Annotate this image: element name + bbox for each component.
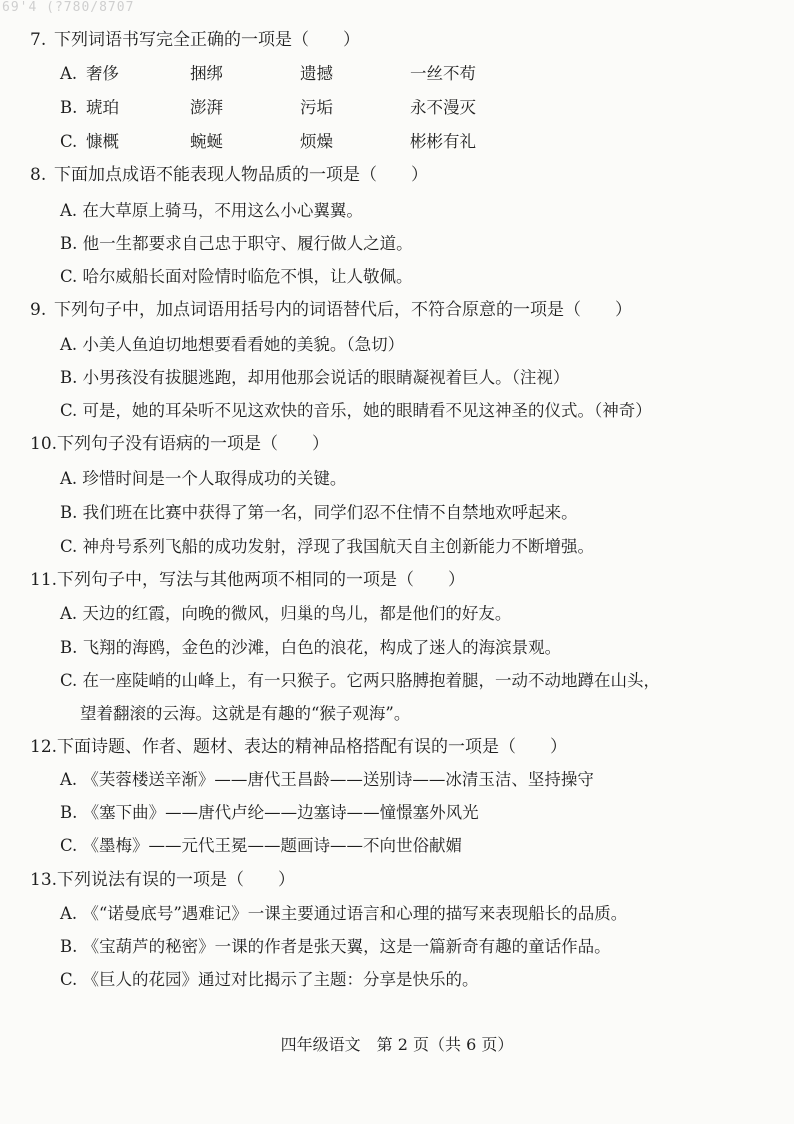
question-stem: 下面加点成语不能表现人物品质的一项是（ ） <box>54 165 428 185</box>
question-stem: 下列句子中，加点词语用括号内的词语替代后，不符合原意的一项是（ ） <box>54 300 632 320</box>
question-number: 13. <box>30 870 58 890</box>
option-text: 可是，她的耳朵听不见这欢快的音乐，她的眼睛看不见这神圣的仪式。（神奇） <box>82 401 652 420</box>
option-b <box>60 636 561 660</box>
option-b <box>60 935 611 959</box>
option-text: 《宝葫芦的秘密》一课的作者是张天翼，这是一篇新奇有趣的童话作品。 <box>82 937 611 956</box>
word: 烦燥 <box>300 132 333 151</box>
option-label: B. <box>60 937 78 956</box>
option-label: B. <box>60 368 78 387</box>
question-number: 7. <box>30 30 47 50</box>
option-b <box>60 501 578 525</box>
word: 永不漫灭 <box>410 98 476 117</box>
question-12 <box>30 735 774 759</box>
option-text: 小美人鱼迫切地想要看看她的美貌。（急切） <box>82 335 405 354</box>
option-a <box>60 902 627 926</box>
option-label: B. <box>60 98 78 117</box>
option-label: C. <box>60 836 78 855</box>
watermark: 69'4 (?780/8707 <box>2 0 135 15</box>
option-label: A. <box>60 904 78 923</box>
question-13 <box>30 868 774 892</box>
question-10 <box>30 432 774 456</box>
option-text: 神舟号系列飞船的成功发射，浮现了我国航天自主创新能力不断增强。 <box>82 537 595 556</box>
word: 一丝不苟 <box>410 64 476 83</box>
word: 奢侈 <box>86 64 119 83</box>
option-text: 小男孩没有拔腿逃跑，却用他那会说话的眼睛凝视着巨人。（注视） <box>82 368 570 387</box>
question-7 <box>30 28 774 52</box>
option-text: 他一生都要求自己忠于职守、履行做人之道。 <box>82 234 413 253</box>
option-a <box>60 199 363 223</box>
option-c <box>60 834 462 858</box>
question-stem: 下列说法有误的一项是（ ） <box>57 870 296 890</box>
option-text: 《“诺曼底号”遇难记》一课主要通过语言和心理的描写来表现船长的品质。 <box>82 904 628 923</box>
option-a <box>60 602 511 626</box>
option-label: A. <box>60 335 78 354</box>
word: 彬彬有礼 <box>410 132 476 151</box>
option-a <box>60 333 404 357</box>
option-text: 《芙蓉楼送辛渐》——唐代王昌龄——送别诗——冰清玉洁、坚持操守 <box>82 770 594 789</box>
question-number: 10. <box>30 434 58 454</box>
word: 琥珀 <box>86 98 119 117</box>
option-label: B. <box>60 503 78 522</box>
option-label: A. <box>60 604 78 623</box>
option-a <box>60 768 594 792</box>
option-label: B. <box>60 234 78 253</box>
question-stem: 下列词语书写完全正确的一项是（ ） <box>54 30 360 50</box>
question-9 <box>30 298 774 322</box>
word: 污垢 <box>300 98 333 117</box>
question-number: 8. <box>30 165 47 185</box>
page-footer: 四年级语文 第 2 页（共 6 页） <box>280 1035 514 1054</box>
option-label: C. <box>60 132 78 151</box>
option-label: A. <box>60 770 78 789</box>
option-b <box>60 232 413 256</box>
option-text: 在大草原上骑马，不用这么小心翼翼。 <box>82 201 363 220</box>
question-8 <box>30 163 774 187</box>
option-text: 《墨梅》——元代王冕——题画诗——不向世俗献媚 <box>82 836 463 855</box>
option-c <box>60 669 660 693</box>
option-label: C. <box>60 671 78 690</box>
option-text: 哈尔威船长面对险情时临危不惧，让人敬佩。 <box>82 267 413 286</box>
option-text: 《塞下曲》——唐代卢纶——边塞诗——憧憬塞外风光 <box>82 803 479 822</box>
question-stem: 下面诗题、作者、题材、表达的精神品格搭配有误的一项是（ ） <box>57 737 568 757</box>
option-c-continued: 望着翻滚的云海。这就是有趣的“猴子观海”。 <box>80 704 411 723</box>
option-b <box>60 366 569 390</box>
option-label: B. <box>60 638 78 657</box>
question-number: 11. <box>30 570 58 590</box>
question-number: 9. <box>30 300 47 320</box>
option-label: A. <box>60 469 78 488</box>
option-b <box>60 801 479 825</box>
question-stem: 下列句子中，写法与其他两项不相同的一项是（ ） <box>57 570 466 590</box>
option-label: C. <box>60 537 78 556</box>
option-label: A. <box>60 64 78 83</box>
option-c <box>60 399 652 423</box>
option-text: 在一座陡峭的山峰上，有一只猴子。它两只胳膊抱着腿，一动不动地蹲在山头， <box>82 671 661 690</box>
option-text: 《巨人的花园》通过对比揭示了主题：分享是快乐的。 <box>82 970 479 989</box>
option-label: C. <box>60 267 78 286</box>
word: 捆绑 <box>190 64 223 83</box>
question-number: 12. <box>30 737 58 757</box>
option-label: C. <box>60 401 78 420</box>
option-c <box>60 968 479 992</box>
word: 澎湃 <box>190 98 223 117</box>
word: 遗撼 <box>300 64 333 83</box>
option-c <box>60 535 594 559</box>
question-11 <box>30 568 774 592</box>
option-text: 珍惜时间是一个人取得成功的关键。 <box>82 469 347 488</box>
word: 蜿蜒 <box>190 132 223 151</box>
option-label: B. <box>60 803 78 822</box>
option-label: A. <box>60 201 78 220</box>
option-text: 飞翔的海鸥，金色的沙滩，白色的浪花，构成了迷人的海滨景观。 <box>82 638 562 657</box>
option-label: C. <box>60 970 78 989</box>
option-text: 天边的红霞，向晚的微风，归巢的鸟儿，都是他们的好友。 <box>82 604 512 623</box>
question-stem: 下列句子没有语病的一项是（ ） <box>57 434 330 454</box>
option-text: 我们班在比赛中获得了第一名，同学们忍不住情不自禁地欢呼起来。 <box>82 503 578 522</box>
option-c <box>60 265 413 289</box>
word: 慷概 <box>86 132 119 151</box>
option-a <box>60 467 346 491</box>
